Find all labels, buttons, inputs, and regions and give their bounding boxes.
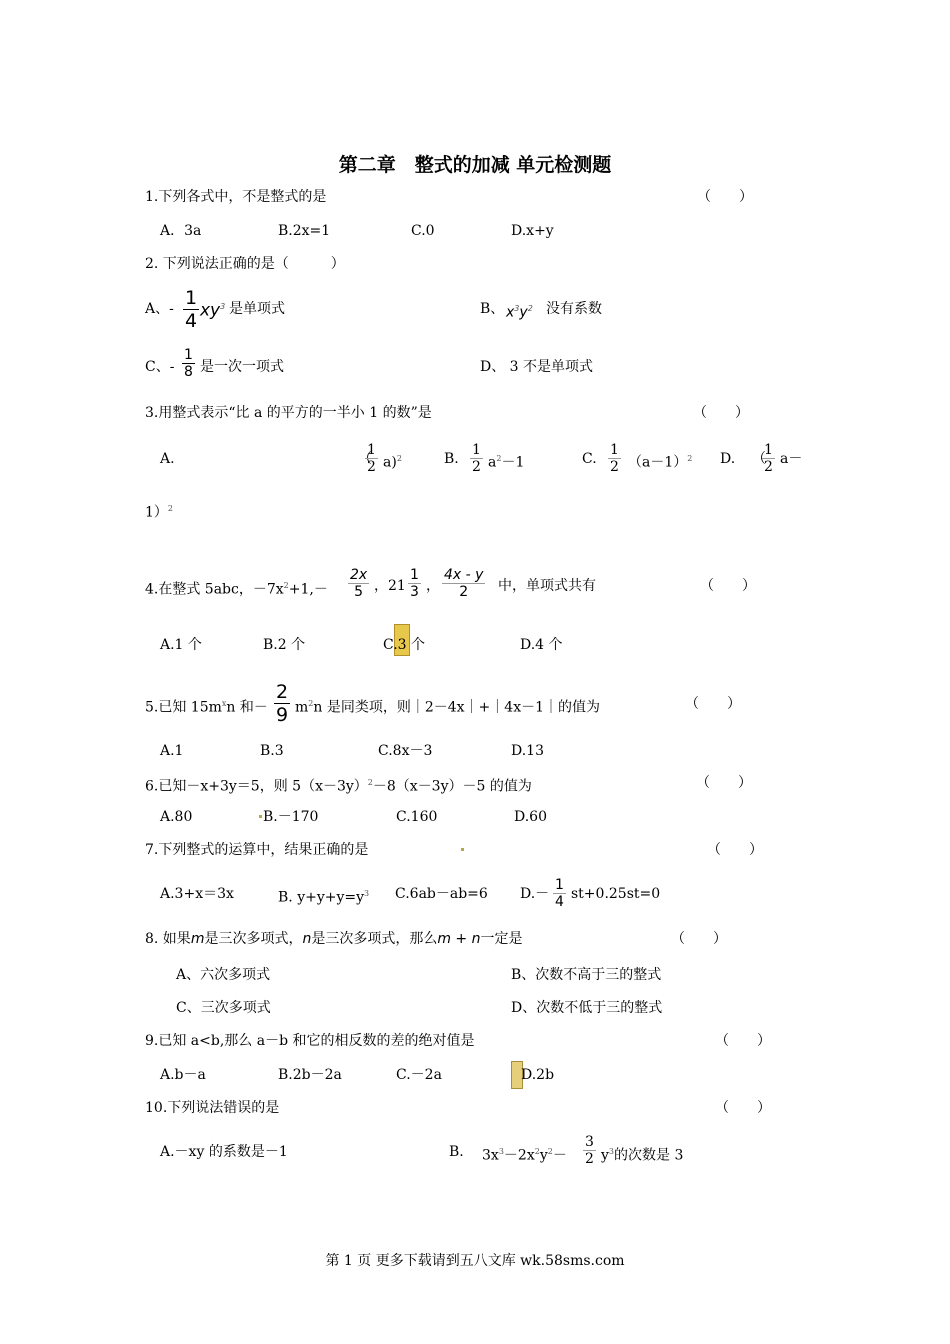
q7-b-text: B. y+y+y=y <box>278 889 365 906</box>
q5-stem-post <box>295 695 600 717</box>
q3-d-numerator: 1 <box>764 442 773 458</box>
q7-answer-blank: （ ） <box>707 842 763 858</box>
q2-c-numerator: 1 <box>184 347 193 363</box>
q8-option-b: B、次数不高于三的整式 <box>511 967 662 983</box>
q2-b-x: x <box>506 304 515 321</box>
q4-f2-numerator: 1 <box>410 567 419 583</box>
q3-a-open: （ <box>358 451 372 467</box>
q4-f2-denominator: 3 <box>410 584 419 600</box>
q4-stem-mid: +1,－ <box>288 581 328 598</box>
q7-option-a: A.3+x＝3x <box>160 886 234 902</box>
q7-d-denominator: 4 <box>555 894 564 910</box>
q5-x-exp: x <box>221 699 227 708</box>
q7-d-numerator: 1 <box>555 877 564 893</box>
q4-fraction-3 <box>442 567 485 600</box>
speck <box>461 848 464 851</box>
q2-a-xy: xy <box>200 300 221 321</box>
q4-stem-pre-text: 4.在整式 5abc，－7x <box>145 581 284 598</box>
q10-option-b-label: B. <box>449 1144 464 1160</box>
q10-b-numerator: 3 <box>585 1134 594 1150</box>
q3-c-post-text: （a－1） <box>628 454 688 471</box>
q10-b-post <box>601 1143 683 1165</box>
page-footer: 第 1 页 更多下载请到五八文库 wk.58sms.com <box>325 1253 625 1269</box>
q10-b-y: y <box>539 1147 548 1164</box>
q6-option-b: B.－170 <box>263 809 319 825</box>
q4-sep2: ， <box>426 578 440 594</box>
q4-stem-post: 中，单项式共有 <box>498 578 596 594</box>
q3-b-tail: －1 <box>501 454 525 471</box>
q4-sq: 2 <box>283 581 289 590</box>
q4-f1-numerator: 2x <box>350 567 368 583</box>
q10-b-e4: 3 <box>608 1147 615 1156</box>
q5-option-a: A.1 <box>160 743 184 759</box>
q4-option-a: A.1 个 <box>160 637 202 653</box>
q3-c-sq: 2 <box>687 454 693 463</box>
q6-option-a: A.80 <box>160 809 193 825</box>
q9-option-b: B.2b－2a <box>278 1067 342 1083</box>
q4-f3-numerator: 4x - y <box>444 567 484 583</box>
q3-b-post <box>488 450 524 472</box>
q2-b-y-exp: 2 <box>527 304 533 313</box>
q2-c-post: 是一次一项式 <box>200 359 284 375</box>
q2-b-post: 没有系数 <box>546 301 602 317</box>
q8-option-d: D、次数不低于三的整式 <box>511 1000 663 1016</box>
q8-mn: m + n <box>437 931 481 947</box>
q3-option-c-label: C. <box>582 451 597 467</box>
q3-d-continuation <box>145 500 173 522</box>
speck <box>259 815 262 818</box>
q4-sep1: ，21 <box>374 578 406 594</box>
q5-stem-post-text: n 是同类项，则｜2－4x｜+｜4x－1｜的值为 <box>313 699 600 716</box>
q2-b-y: y <box>519 304 528 321</box>
q1-option-a: A．3a <box>160 223 202 239</box>
q4-stem-pre <box>145 577 328 599</box>
q10-b-mid: －2x <box>503 1147 535 1164</box>
q8-stem <box>145 930 522 948</box>
q5-stem-pre <box>145 695 268 717</box>
q5-option-c: C.8x－3 <box>378 743 433 759</box>
q2-c-fraction <box>182 347 195 380</box>
q2-option-b-prefix: B、 <box>480 301 505 317</box>
q10-b-e1: 3 <box>498 1147 504 1156</box>
q1-option-d: D.x+y <box>511 223 554 239</box>
q4-fraction-1 <box>348 567 369 600</box>
q2-a-fraction <box>183 287 199 332</box>
q10-answer-blank: （ ） <box>715 1100 771 1116</box>
q3-a-fraction <box>365 442 378 475</box>
q5-f-denominator: 9 <box>276 704 289 726</box>
q10-b-fraction <box>583 1134 596 1167</box>
q7-d-post: st+0.25st=0 <box>571 886 661 902</box>
q5-stem-pre-text: 5.已知 15m <box>145 699 222 716</box>
q3-b-numerator: 1 <box>472 442 481 458</box>
q10-b-pre: 3x <box>482 1147 499 1164</box>
q8-m: m <box>190 931 205 947</box>
q3-a-sq: 2 <box>396 454 402 463</box>
q8-stem-post: 一定是 <box>480 931 523 947</box>
q1-option-b: B.2x=1 <box>278 223 331 239</box>
q5-f-numerator: 2 <box>276 681 289 703</box>
q5-m-exp: 2 <box>308 699 314 708</box>
q2-a-expr <box>200 298 225 320</box>
q1-answer-blank: （ ） <box>697 189 753 205</box>
q1-option-c: C.0 <box>411 223 435 239</box>
q5-answer-blank: （ ） <box>685 696 741 712</box>
q5-stem-mid: n 和－ <box>226 699 268 716</box>
q10-b-minus: － <box>552 1147 567 1164</box>
q7-option-d-prefix: D.－ <box>520 886 550 902</box>
q3-c-numerator: 1 <box>610 442 619 458</box>
q4-f3-denominator: 2 <box>459 584 469 600</box>
q8-stem-pre: 8. 如果 <box>145 931 191 947</box>
q3-d-fraction <box>762 442 775 475</box>
q9-stem: 9.已知 a<b,那么 a－b 和它的相反数的差的绝对值是 <box>145 1033 475 1049</box>
page-title: 第二章 整式的加减 单元检测题 <box>338 154 612 176</box>
q2-option-a-prefix: A、- <box>145 301 174 317</box>
q10-stem: 10.下列说法错误的是 <box>145 1100 280 1116</box>
q4-option-d: D.4 个 <box>520 637 563 653</box>
q9-answer-blank: （ ） <box>715 1033 771 1049</box>
q5-option-b: B.3 <box>260 743 284 759</box>
q3-answer-blank: （ ） <box>693 405 749 421</box>
q3-a-denominator: 2 <box>367 459 376 475</box>
q3-b-sq: 2 <box>496 454 502 463</box>
q4-fraction-2 <box>408 567 421 600</box>
q9-option-c: C.－2a <box>396 1067 442 1083</box>
q2-a-post: 是单项式 <box>229 301 285 317</box>
q3-option-b-label: B. <box>444 451 459 467</box>
q7-d-fraction <box>553 877 566 910</box>
q3-c-denominator: 2 <box>610 459 619 475</box>
q7-option-c: C.6ab－ab=6 <box>395 886 488 902</box>
q6-sq: 2 <box>367 778 373 787</box>
q3-d-denominator: 2 <box>764 459 773 475</box>
q3-c-fraction <box>608 442 621 475</box>
q4-option-c: C.3 个 <box>383 637 426 653</box>
q4-f1-denominator: 5 <box>354 584 364 600</box>
q7-option-b <box>278 885 369 907</box>
q1-stem: 1.下列各式中，不是整式的是 <box>145 189 327 205</box>
q2-c-denominator: 8 <box>184 364 193 380</box>
q3-stem: 3.用整式表示“比 a 的平方的一半小 1 的数”是 <box>145 405 432 421</box>
q4-answer-blank: （ ） <box>700 578 756 594</box>
q8-option-c: C、三次多项式 <box>176 1000 271 1016</box>
q3-a-post-text: a) <box>383 454 397 471</box>
q6-answer-blank: （ ） <box>696 775 752 791</box>
q2-a-denominator: 4 <box>185 310 198 332</box>
q2-option-c-prefix: C、- <box>145 359 175 375</box>
q3-d-open: （ <box>752 451 766 467</box>
q6-option-c: C.160 <box>396 809 438 825</box>
q3-d-sq: 2 <box>167 504 174 513</box>
q10-option-a: A.－xy 的系数是－1 <box>160 1144 288 1160</box>
q8-stem-mid1: 是三次多项式， <box>204 931 303 947</box>
q3-b-denominator: 2 <box>472 459 481 475</box>
q9-option-a: A.b－a <box>160 1067 206 1083</box>
q3-option-a-label: A. <box>160 451 175 467</box>
q8-n: n <box>302 931 312 947</box>
q5-option-d: D.13 <box>511 743 544 759</box>
q3-b-fraction <box>470 442 483 475</box>
q6-option-d: D.60 <box>514 809 547 825</box>
q3-c-post <box>628 450 692 472</box>
q10-b-e2: 2 <box>534 1147 540 1156</box>
q3-d-cont-text: 1） <box>145 504 168 521</box>
q2-a-exp: 3 <box>220 302 226 311</box>
q6-stem-pre: 6.已知－x+3y＝5，则 5（x－3y） <box>145 778 368 795</box>
q2-option-d: D、 3 不是单项式 <box>480 359 594 375</box>
q10-b-post-text: 的次数是 3 <box>614 1147 684 1164</box>
q3-option-d-label: D. <box>720 451 736 467</box>
q7-b-exp: 3 <box>364 889 370 898</box>
q2-b-x-exp: 3 <box>514 304 520 313</box>
q4-option-b: B.2 个 <box>263 637 306 653</box>
q6-stem-post: －8（x－3y）－5 的值为 <box>372 778 532 795</box>
q8-option-a: A、六次多项式 <box>176 967 271 983</box>
q8-stem-mid2: 是三次多项式，那么 <box>311 931 438 947</box>
q3-d-post: a－ <box>780 451 803 467</box>
q2-a-numerator: 1 <box>185 287 198 309</box>
q8-answer-blank: （ ） <box>671 931 727 947</box>
q7-stem: 7.下列整式的运算中，结果正确的是 <box>145 842 369 858</box>
q10-b-y2: y <box>601 1147 609 1164</box>
q3-a-post <box>383 450 402 472</box>
q10-b-expr <box>482 1143 567 1165</box>
q3-b-a: a <box>488 454 497 471</box>
q5-m: m <box>295 699 309 716</box>
q10-b-denominator: 2 <box>585 1151 594 1167</box>
q2-stem: 2. 下列说法正确的是（ ） <box>145 256 345 272</box>
q2-b-expr <box>506 300 533 322</box>
q9-option-d: D.2b <box>521 1067 555 1083</box>
q6-stem <box>145 774 532 796</box>
q10-b-e3: 2 <box>547 1147 553 1156</box>
q5-fraction <box>274 681 290 726</box>
q3-a-numerator: 1 <box>367 442 376 458</box>
